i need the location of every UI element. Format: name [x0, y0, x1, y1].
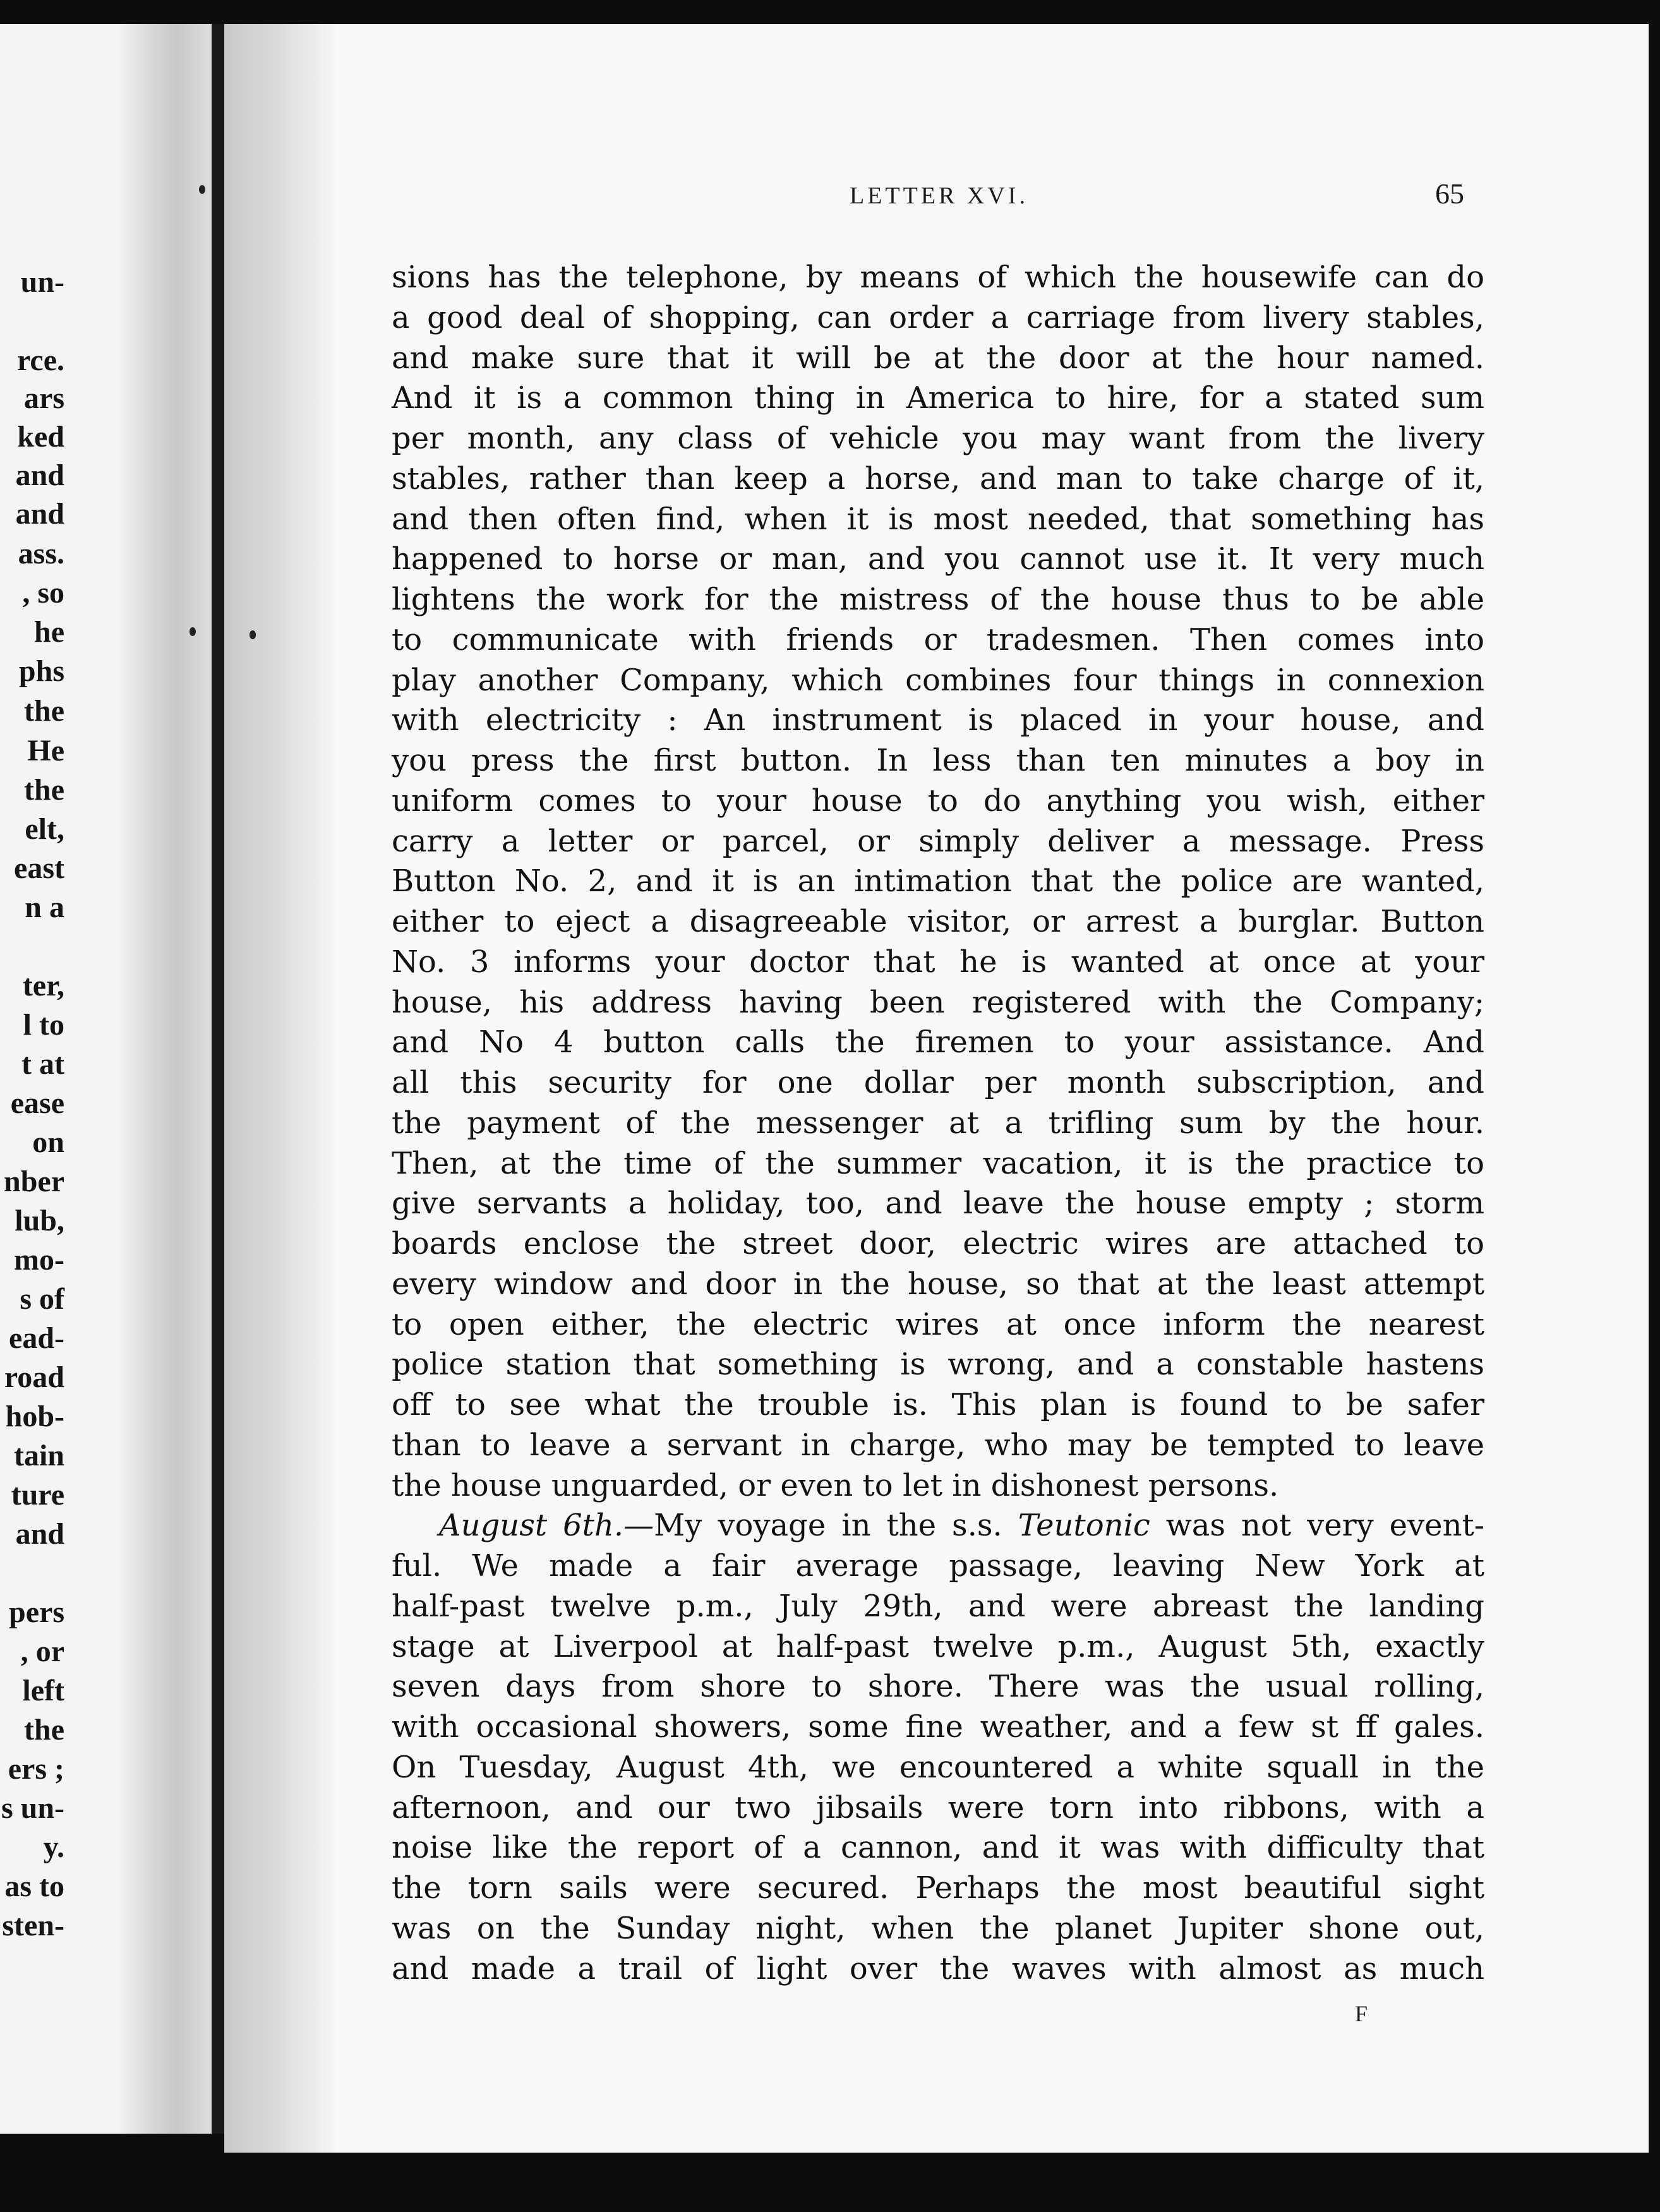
left-page-line: as to [4, 1870, 64, 1903]
text-line: uniform comes to your house to do anything you wish, either [392, 783, 1484, 819]
text-line: stables, rather than keep a horse, and man to take charge of it, [392, 460, 1484, 496]
left-page-line: phs [18, 654, 64, 688]
text-line: half-past twelve p.m., July 29th, and were abreast the landing [392, 1588, 1484, 1624]
paragraph-first-line [392, 1506, 1484, 1546]
text-line: boards enclose the street door, electric wires are attached to [392, 1226, 1484, 1261]
text-line: either to eject a disagreeable visitor, or arrest a burglar. Button [392, 904, 1484, 939]
body-text [392, 258, 1484, 1989]
signature-mark: F [1355, 2001, 1368, 2026]
text-line: Then, at the time of the summer vacation, it is the practice to [392, 1145, 1484, 1181]
left-page-line: nber [4, 1165, 64, 1198]
text-line: lightens the work for the mistress of the house thus to be able [392, 582, 1484, 617]
text-line: with occasional showers, some fine weather, and a few st ff gales. [392, 1709, 1484, 1745]
left-page-fragment [0, 24, 212, 2134]
left-page-line: and [15, 1517, 64, 1551]
left-page-line: road [4, 1361, 64, 1394]
left-page-line: on [32, 1126, 64, 1159]
text-line: all this security for one dollar per month subscription, and [392, 1065, 1484, 1100]
text-line: On Tuesday, August 4th, we encountered a white squall in the [392, 1749, 1484, 1785]
left-page-line: un- [20, 265, 64, 299]
left-page-line: the [24, 1713, 64, 1746]
text-line: every window and door in the house, so that at the least attempt [392, 1266, 1484, 1302]
left-page-line: lub, [15, 1204, 64, 1237]
text-line: to communicate with friends or tradesmen. Then comes into [392, 622, 1484, 658]
text-line: afternoon, and our two jibsails were torn into ribbons, with a [392, 1789, 1484, 1825]
text-line: ful. We made a fair average passage, leaving New York at [392, 1548, 1484, 1584]
left-page-line: ars [24, 382, 64, 415]
text-line: to open either, the electric wires at once inform the nearest [392, 1306, 1484, 1342]
text-line: seven days from shore to shore. There was the usual rolling, [392, 1669, 1484, 1705]
running-head: LETTER XVI. [850, 183, 1028, 209]
ship-name: Teutonic [1018, 1508, 1150, 1544]
text-line: and then often find, when it is most needed, that something has [392, 501, 1484, 537]
page-number: 65 [1435, 177, 1464, 210]
text-line: with electricity : An instrument is placed in your house, and [392, 702, 1484, 738]
left-page-line: s un- [1, 1791, 64, 1825]
left-page-line: sten- [2, 1909, 64, 1942]
left-page-line: elt, [25, 812, 64, 846]
left-page-line: the [24, 773, 64, 807]
left-page-line: and [15, 497, 64, 531]
text-line: the house unguarded, or even to let in dishonest persons. [392, 1467, 1279, 1503]
date-heading: August 6th. [439, 1508, 624, 1544]
left-page-line: t at [21, 1047, 64, 1081]
text-line: and No 4 button calls the firemen to your assistance. And [392, 1025, 1484, 1061]
left-page-line: hob- [5, 1400, 64, 1433]
left-page-line: ass. [18, 537, 64, 570]
left-page-line: s of [20, 1282, 64, 1316]
left-page-line: and [15, 459, 64, 492]
text-line: you press the first button. In less than ten minutes a boy in [392, 743, 1484, 778]
text-line: noise like the report of a cannon, and it was with difficulty that [392, 1830, 1484, 1866]
left-page-line: ked [17, 420, 64, 454]
text-line: house, his address having been registered with the Company; [392, 984, 1484, 1020]
left-page-gutter-shadow [120, 24, 212, 2134]
text-line: per month, any class of vehicle you may want from the livery [392, 421, 1484, 456]
left-page-line: mo- [14, 1243, 64, 1277]
text-line: a good deal of shopping, can order a carriage from livery stables, [392, 299, 1484, 335]
paragraph-voyage [392, 1506, 1484, 1989]
right-page-gutter-shadow [224, 24, 338, 2153]
text-run: was not very event- [1150, 1508, 1485, 1544]
left-page-line: ter, [22, 969, 64, 1002]
left-page-line: , so [22, 576, 64, 610]
left-page-line: l to [23, 1008, 64, 1042]
text-line: carry a letter or parcel, or simply deliver a message. Press [392, 823, 1484, 859]
book-spine-gap [212, 24, 224, 2134]
text-line: And it is a common thing in America to hire, for a stated sum [392, 380, 1484, 416]
left-page-line: left [22, 1674, 64, 1707]
left-page-line: n a [25, 891, 64, 924]
text-line: Button No. 2, and it is an intimation that the police are wanted, [392, 863, 1484, 899]
binding-mark [250, 630, 256, 639]
left-page-line: ead- [9, 1321, 64, 1355]
text-line: give servants a holiday, too, and leave the house empty ; storm [392, 1186, 1484, 1222]
text-line: was on the Sunday night, when the planet Jupiter shone out, [392, 1910, 1484, 1946]
text-line: and make sure that it will be at the door at the hour named. [392, 340, 1484, 376]
binding-mark [189, 627, 196, 636]
text-line: sions has the telephone, by means of which the housewife can do [392, 260, 1484, 295]
left-page-line: tain [13, 1439, 64, 1472]
left-page-line: ease [10, 1086, 64, 1120]
paragraph-telephone-services [392, 258, 1484, 1506]
text-line: the payment of the messenger at a trifling sum by the hour. [392, 1105, 1484, 1141]
left-page-line: the [24, 694, 64, 728]
text-line: No. 3 informs your doctor that he is wanted at once at your [392, 944, 1484, 980]
text-run: —My voyage in the s.s. [623, 1508, 1018, 1544]
text-line: play another Company, which combines four things in connexion [392, 662, 1484, 698]
left-page-line: He [27, 734, 64, 767]
text-line: than to leave a servant in charge, who may be tempted to leave [392, 1427, 1484, 1463]
left-page-line: east [14, 851, 64, 885]
text-line: stage at Liverpool at half-past twelve p.m., August 5th, exactly [392, 1628, 1484, 1664]
left-page-line: y. [43, 1830, 64, 1864]
paragraph-voyage-lines [392, 1546, 1484, 1989]
left-page-line: ers ; [8, 1752, 64, 1786]
left-page-line: ture [11, 1478, 64, 1512]
binding-mark [199, 185, 205, 194]
text-line: happened to horse or man, and you cannot use it. It very much [392, 541, 1484, 577]
text-line: off to see what the trouble is. This plan is found to be safer [392, 1387, 1484, 1422]
left-page-line: rce. [16, 344, 64, 377]
left-page-line: , or [20, 1635, 64, 1668]
text-line: the torn sails were secured. Perhaps the most beautiful sight [392, 1870, 1484, 1906]
text-line: police station that something is wrong, and a constable hastens [392, 1347, 1484, 1383]
left-page-line: pers [9, 1596, 64, 1629]
text-line: and made a trail of light over the waves with almost as much [392, 1951, 1484, 1987]
left-page-line: he [34, 615, 64, 649]
